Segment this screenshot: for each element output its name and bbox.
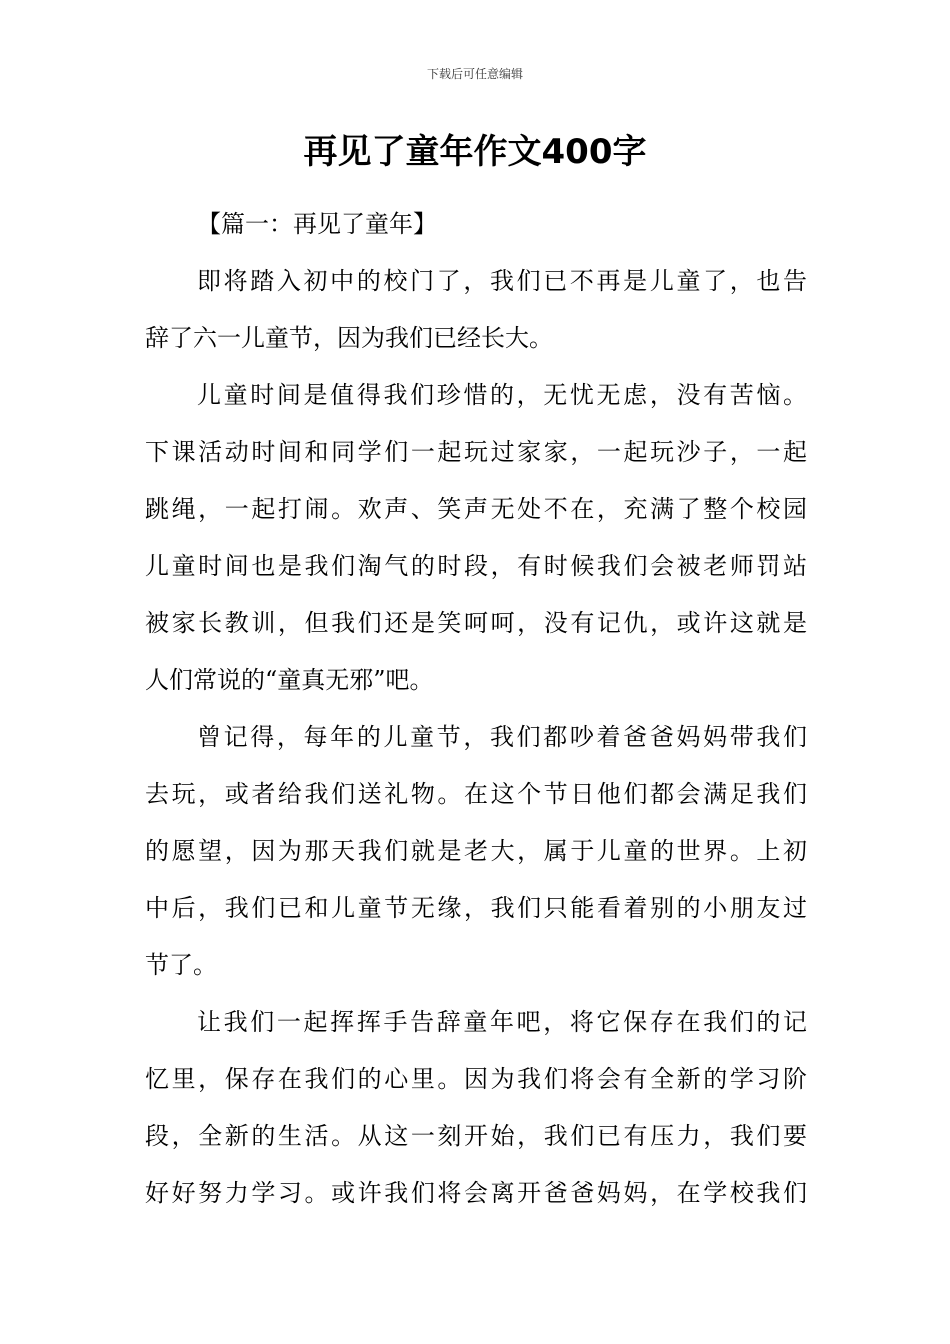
text-line: 段，全新的生活。从这一刻开始，我们已有压力，我们要 — [145, 1122, 807, 1150]
paragraph-3 — [145, 709, 807, 994]
text-line: 辞了六一儿童节，因为我们已经长大。 — [145, 324, 553, 352]
text-line: 去玩，或者给我们送礼物。在这个节日他们都会满足我们 — [145, 780, 807, 808]
text-line: 让我们一起挥挥手告辞童年吧，将它保存在我们的记 — [197, 1008, 807, 1036]
text-line: 好好努力学习。或许我们将会离开爸爸妈妈，在学校我们 — [145, 1179, 807, 1207]
section-heading: 【篇一：再见了童年】 — [197, 210, 437, 238]
text-line: 被家长教训，但我们还是笑呵呵，没有记仇，或许这就是 — [145, 609, 807, 637]
text-line: 儿童时间也是我们淘气的时段，有时候我们会被老师罚站 — [145, 552, 807, 580]
text-line: 跳绳，一起打闹。欢声、笑声无处不在，充满了整个校园 — [145, 495, 807, 523]
text-line: 下课活动时间和同学们一起玩过家家，一起玩沙子，一起 — [145, 438, 807, 466]
text-line: 即将踏入初中的校门了，我们已不再是儿童了，也告 — [197, 267, 807, 295]
paragraph-1 — [145, 253, 807, 367]
paragraph-2 — [145, 367, 807, 709]
paragraph-4 — [145, 994, 807, 1222]
document-title: 再见了童年作文400字 — [303, 132, 647, 172]
text-line: 儿童时间是值得我们珍惜的，无忧无虑，没有苦恼。 — [197, 381, 807, 409]
text-line: 忆里，保存在我们的心里。因为我们将会有全新的学习阶 — [145, 1065, 807, 1093]
text-line: 人们常说的“童真无邪”吧。 — [145, 666, 434, 694]
text-line: 曾记得，每年的儿童节，我们都吵着爸爸妈妈带我们 — [197, 723, 807, 751]
text-line: 的愿望，因为那天我们就是老大，属于儿童的世界。上初 — [145, 837, 807, 865]
text-line: 节了。 — [145, 951, 217, 979]
header-note: 下载后可任意编辑 — [426, 67, 523, 81]
text-line: 中后，我们已和儿童节无缘，我们只能看着别的小朋友过 — [145, 894, 807, 922]
document-body — [145, 196, 807, 1222]
